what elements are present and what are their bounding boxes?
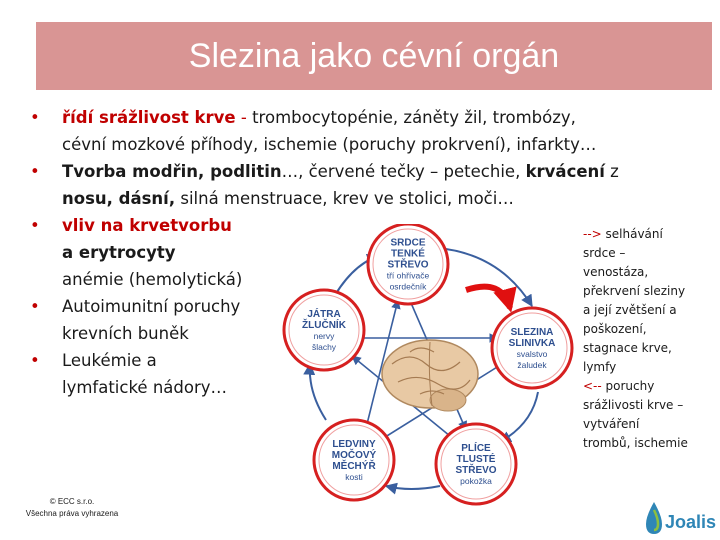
bullet-dot: • (30, 297, 40, 316)
side-note-line (583, 244, 718, 263)
bullet-text: anémie (hemolytická) (62, 270, 243, 289)
cycle-arrow-spleen-lung (500, 392, 538, 442)
node-sublabel: pokožka (460, 476, 492, 486)
node-kidney (314, 420, 394, 500)
bullet-line (30, 185, 700, 212)
node-label: MOČOVÝ (331, 450, 377, 461)
side-note-line (583, 320, 718, 339)
side-note-text: srážlivosti krve – (583, 398, 684, 412)
node-sublabel: svalstvo (516, 349, 548, 359)
bullet-text: krevních buněk (62, 324, 189, 343)
logo-text: Joalis (665, 512, 717, 532)
copyright (10, 496, 134, 520)
bullet-dot: • (30, 351, 40, 370)
cycle-arrow-heart-spleen (438, 248, 532, 306)
bullet-text: krvácení (525, 162, 605, 181)
side-note-text: --> (583, 227, 606, 241)
side-note-line (583, 225, 718, 244)
side-note-line (583, 415, 718, 434)
node-sublabel: žaludek (517, 360, 547, 370)
side-note-text: venostáza, (583, 265, 649, 279)
side-note-text: stagnace krve, (583, 341, 672, 355)
cycle-arrow-lung-kidney (386, 486, 440, 489)
side-note-text: lymfy (583, 360, 617, 374)
slide-title: Slezina jako cévní orgán (188, 36, 560, 75)
node-heart (368, 224, 448, 304)
node-label: MĚCHÝŘ (332, 461, 376, 472)
node-liver (284, 290, 364, 370)
bullet-text: lymfatické nádory… (62, 378, 228, 397)
side-note-text: trombů, ischemie (583, 436, 688, 450)
side-note-line (583, 396, 718, 415)
brain-illustration (382, 340, 478, 411)
bullet-text: řídí srážlivost krve (62, 108, 236, 127)
node-sublabel: šlachy (311, 342, 337, 352)
bullet-text: z (604, 162, 619, 181)
cycle-arrow-kidney-liver (310, 364, 326, 420)
title-bar (36, 22, 712, 90)
node-label: TENKÉ (391, 248, 425, 260)
side-note-text: poškození, (583, 322, 647, 336)
bullet-dot: • (30, 162, 40, 181)
highlight-arrow (466, 287, 510, 308)
node-label: ŽLUČNÍK (302, 320, 346, 331)
side-note-text: vytváření (583, 417, 640, 431)
bullet-text: Autoimunitní poruchy (62, 297, 241, 316)
node-spleen (492, 308, 572, 388)
node-label: PLÍCE (461, 443, 491, 454)
node-lung (436, 424, 516, 504)
side-note-line (583, 358, 718, 377)
bullet-text: nosu, dásní, (62, 189, 176, 208)
bullet-line (30, 104, 700, 131)
bullet-text: trombocytopénie, záněty žil, trombózy, (252, 108, 576, 127)
bullet-text: a erytrocyty (62, 243, 176, 262)
bullet-text: Leukémie a (62, 351, 157, 370)
side-note-text: a její zvětšení a (583, 303, 677, 317)
side-note-line (583, 301, 718, 320)
copyright-line2: Všechna práva vyhrazena (25, 509, 119, 518)
node-sublabel: tří ohřívače (386, 270, 430, 281)
side-note-line (583, 339, 718, 358)
five-elements-diagram (270, 224, 590, 540)
node-sublabel: osrdečník (389, 281, 427, 292)
node-label: JÁTRA (307, 309, 341, 320)
copyright-line1: © ECC s.r.o. (49, 497, 95, 506)
side-note-text: <-- (583, 379, 606, 393)
bullet-line (30, 131, 700, 158)
node-label: SLEZINA (510, 327, 554, 338)
side-note-line (583, 377, 718, 396)
side-note-line (583, 263, 718, 282)
bullet-text: silná menstruace, krev ve stolici, moči… (175, 189, 514, 208)
node-label: SLINIVKA (508, 338, 556, 349)
side-note-text: srdce – (583, 246, 626, 260)
bullet-text: …, červené tečky – petechie, (281, 162, 526, 181)
bullet-text: - (235, 108, 253, 127)
node-sublabel: nervy (313, 331, 335, 341)
bullet-dot: • (30, 216, 40, 235)
node-label: LEDVINY (332, 439, 376, 450)
side-note-line (583, 282, 718, 301)
side-note-line (583, 434, 718, 453)
side-note-text: překrvení sleziny (583, 284, 686, 298)
bullet-dot: • (30, 108, 40, 127)
node-sublabel: kosti (345, 472, 363, 482)
node-label: STŘEVO (387, 259, 429, 271)
side-note-text: poruchy (605, 379, 655, 393)
joalis-logo (640, 496, 720, 540)
side-note (583, 225, 718, 453)
bullet-text: Tvorba modřin, podlitin (62, 162, 282, 181)
node-label: TLUSTÉ (456, 454, 496, 465)
node-label: SRDCE (390, 237, 426, 249)
side-note-text: selhávání (605, 227, 663, 241)
bullet-line (30, 158, 700, 185)
node-label: STŘEVO (455, 465, 497, 476)
bullet-text: vliv na krvetvorbu (62, 216, 232, 235)
bullet-text: cévní mozkové příhody, ischemie (poruchy prokrvení), infarkty… (62, 135, 597, 154)
